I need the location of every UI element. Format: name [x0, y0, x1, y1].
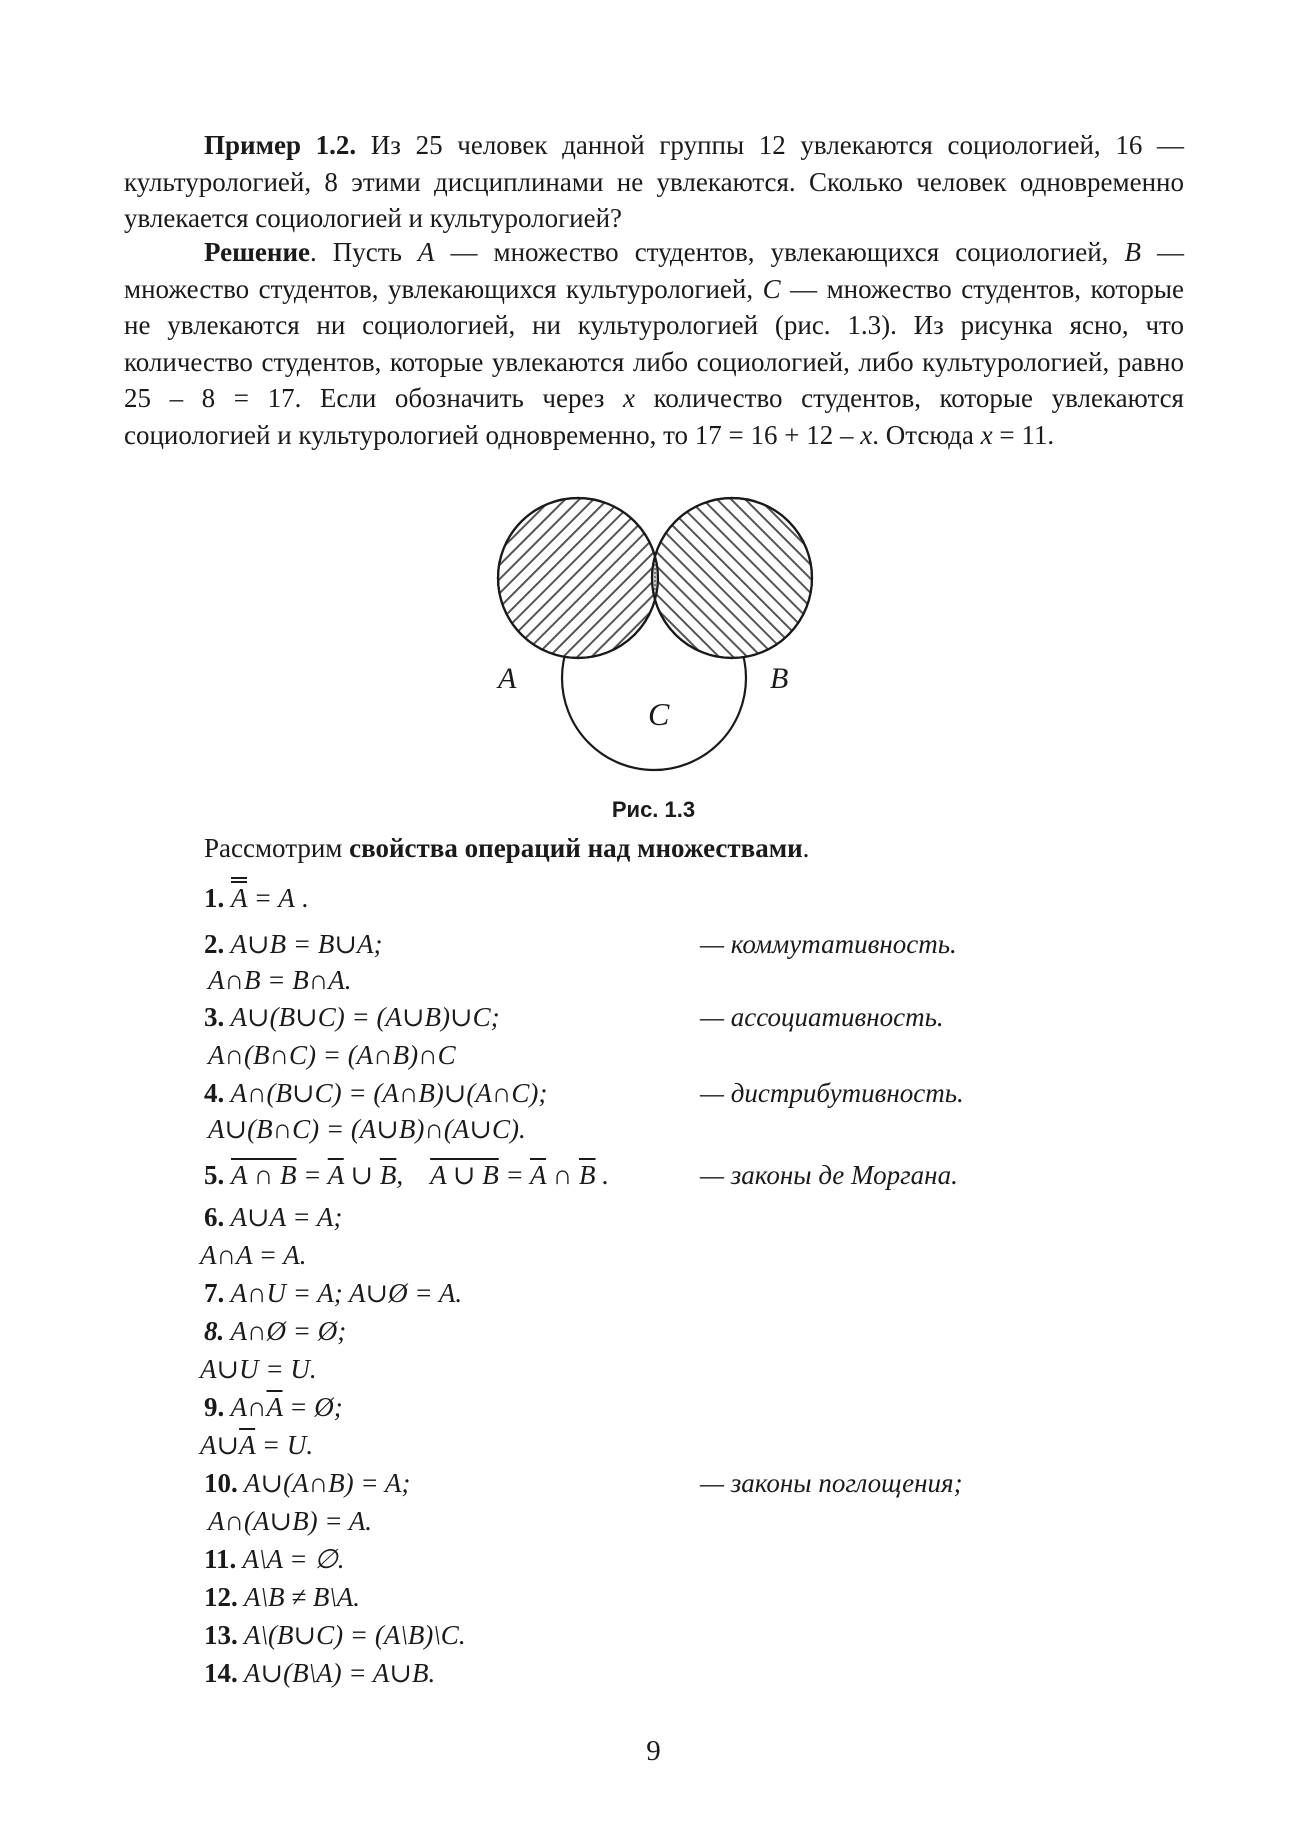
property-4	[204, 1078, 547, 1109]
property-comment: — дистрибутивность.	[700, 1078, 964, 1108]
property-number: 11.	[204, 1544, 237, 1574]
formula	[224, 1392, 343, 1422]
formula: A∩Ø = Ø;	[224, 1316, 347, 1346]
formula-part: ,	[396, 1160, 404, 1190]
property-14	[204, 1658, 435, 1689]
solution-paragraph	[124, 234, 1184, 453]
label-a: A	[498, 662, 517, 695]
property-number: 14.	[204, 1658, 238, 1688]
formula-part: = U.	[255, 1430, 314, 1460]
overline-term: A ∪ B	[430, 1160, 499, 1190]
property-number: 8.	[204, 1316, 225, 1346]
de-morgan-formula-2	[430, 1160, 609, 1190]
formula-rest: = A	[247, 883, 295, 913]
formula-part: =	[498, 1160, 530, 1190]
property-comment: — коммутативность.	[700, 929, 957, 959]
formula: A∪(B∩C) = (A∪B)∩(A∪C).	[208, 1114, 526, 1144]
formula: A∩U = A; A∪Ø = A.	[224, 1278, 463, 1308]
overline-term: $\overline{B}$	[379, 1160, 397, 1190]
formula: A∪(B∪C) = (A∪B)∪C;	[224, 1002, 500, 1032]
formula: A∪(A∩B) = A;	[237, 1468, 411, 1498]
property-number: 1.	[204, 883, 225, 913]
property-number: 5.	[204, 1160, 225, 1190]
property-12	[204, 1582, 360, 1613]
property-1: 1. A = A .	[204, 883, 309, 913]
property-comment: — ассоциативность.	[700, 1002, 944, 1032]
property-2	[204, 929, 382, 960]
solution-label: Решение	[204, 237, 310, 267]
solution-text: — множество студентов, увлекающихся социологией,	[434, 237, 1125, 267]
solution-text: . Отсюда	[872, 419, 981, 450]
property-number: 12.	[204, 1582, 238, 1612]
formula	[200, 1430, 313, 1461]
properties-intro	[204, 833, 809, 864]
solution-text: количество студентов, которые увлекаются социологией и культурологией одновременно, то 17 = 16 + 12 –	[124, 383, 1184, 450]
solution-text: = 11.	[992, 419, 1055, 450]
formula	[231, 883, 295, 913]
property-number: 13.	[204, 1620, 238, 1650]
var-b: B	[1124, 237, 1141, 267]
property-3	[204, 1002, 500, 1033]
figure-caption: Рис. 1.3	[611, 797, 696, 822]
overline-term: $\overline{A}$	[239, 1430, 256, 1460]
formula: A\(B∪C) = (A\B)\C.	[237, 1620, 466, 1650]
formula: A\A = ∅.	[236, 1544, 345, 1574]
property-9	[204, 1392, 343, 1423]
property-number: 3.	[204, 1002, 225, 1032]
overline-term: A ∩ B	[231, 1160, 297, 1190]
property-13	[204, 1620, 466, 1651]
formula: A∩(B∪C) = (A∩B)∪(A∩C);	[224, 1078, 548, 1108]
solution-text: . Пусть	[310, 237, 418, 267]
formula: A∩(B∩C) = (A∩B)∩C	[208, 1040, 456, 1070]
double-overline-a: A	[231, 883, 248, 913]
label-c: C	[648, 696, 670, 732]
solution-text: — множество студентов, которые не увлекаются ни социологией, ни культурологией (рис. 1.3). Из рисунка ясно, что количество студентов, которые увлекаются либо социологией, либо культурологией, равно 25 – 8 = 17. Если обозначить через	[124, 273, 1184, 413]
label-b: B	[770, 662, 789, 695]
venn-diagram	[470, 480, 850, 780]
var-x: x	[980, 419, 993, 450]
var-a: A	[417, 237, 435, 267]
overline-term: $\overline{B}$	[579, 1160, 596, 1190]
formula: A∪B = B∪A;	[224, 929, 383, 959]
formula-part: = Ø;	[282, 1392, 343, 1422]
example-paragraph	[124, 127, 1184, 237]
property-comment: — законы поглощения;	[700, 1468, 963, 1498]
formula: A∩A = A.	[200, 1240, 307, 1270]
property-11	[204, 1544, 345, 1575]
overline-term: $\overline{A}$	[266, 1392, 283, 1422]
intro-text: .	[802, 833, 810, 863]
property-number: 4.	[204, 1078, 225, 1108]
formula: A∩(A∪B) = A.	[208, 1506, 373, 1536]
property-8	[204, 1316, 346, 1347]
solution-text: — множество студентов, увлекающихся культурологией,	[124, 237, 1184, 304]
property-10	[204, 1468, 410, 1499]
var-x: x	[860, 419, 873, 450]
property-comment: — законы де Моргана.	[700, 1160, 958, 1190]
property-number: 6.	[204, 1202, 225, 1232]
intro-bold: свойства операций над множествами	[349, 833, 803, 863]
formula-part: .	[595, 1160, 609, 1190]
property-number: 10.	[204, 1468, 238, 1498]
page-number: 9	[646, 1735, 661, 1767]
formula: A\B ≠ B\A.	[237, 1582, 361, 1612]
property-6	[204, 1202, 342, 1233]
formula: A∪(B\A) = A∪B.	[237, 1658, 436, 1688]
formula: A∩B = B∩A.	[208, 965, 352, 995]
de-morgan-formula-1	[231, 1160, 403, 1190]
intro-text: Рассмотрим	[204, 833, 350, 863]
formula-part: A∩	[224, 1392, 267, 1422]
formula-part: A∪	[200, 1430, 240, 1460]
formula-part: =	[296, 1160, 328, 1190]
property-5	[204, 1160, 609, 1191]
var-c: C	[762, 273, 781, 304]
formula: A∪U = U.	[200, 1354, 317, 1384]
property-number: 9.	[204, 1392, 225, 1422]
formula-part: ∩	[546, 1160, 579, 1190]
property-number: 2.	[204, 929, 225, 959]
formula-part: ∪	[343, 1160, 380, 1190]
overline-term: $\overline{A}$	[529, 1160, 546, 1190]
var-x: x	[623, 383, 636, 413]
example-text: Из 25 человек данной группы 12 увлекаются социологией, 16 — культурологией, 8 этими дисциплинами не увлекаются. Сколько человек одновременно увлекается социологией и культурологией?	[124, 130, 1184, 233]
property-number: 7.	[204, 1278, 225, 1308]
overline-term: $\overline{A}$	[327, 1160, 344, 1190]
property-7	[204, 1278, 462, 1309]
example-label: Пример 1.2.	[204, 130, 357, 160]
formula: A∪A = A;	[224, 1202, 343, 1232]
